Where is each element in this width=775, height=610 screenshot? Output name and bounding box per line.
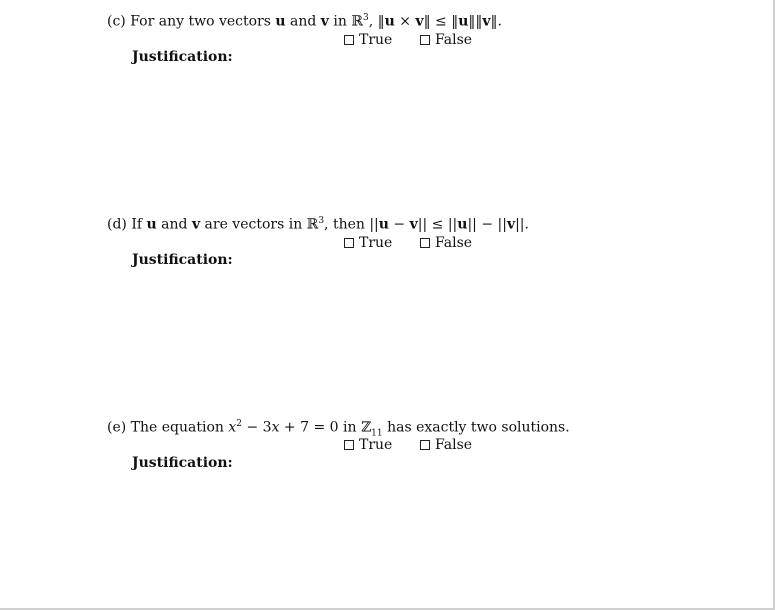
question-label: (c) bbox=[107, 13, 126, 30]
checkbox-icon[interactable] bbox=[344, 35, 354, 45]
option-true[interactable]: True bbox=[344, 235, 392, 251]
question-d: (d) If u and v are vectors in ℝ$^3$, then ||u − v|| ≤ ||u|| − ||v||. bbox=[107, 216, 529, 233]
option-false[interactable]: False bbox=[420, 437, 472, 453]
justification-label: Justification: bbox=[132, 252, 233, 268]
option-true[interactable]: True bbox=[344, 32, 392, 48]
checkbox-icon[interactable] bbox=[420, 35, 430, 45]
option-false[interactable]: False bbox=[420, 32, 472, 48]
justification-label: Justification: bbox=[132, 49, 233, 65]
option-true[interactable]: True bbox=[344, 437, 392, 453]
question-e: (e) The equation $x^2 - 3x + 7 = 0$ in ℤ$_{11}$ has exactly two solutions. bbox=[107, 419, 570, 439]
question-label: (e) bbox=[107, 419, 127, 436]
question-label: (d) bbox=[107, 216, 127, 233]
option-false[interactable]: False bbox=[420, 235, 472, 251]
question-c: (c) For any two vectors u and v in ℝ$^3$, ‖u × v‖ ≤ ‖u‖‖v‖. bbox=[107, 13, 502, 30]
checkbox-icon[interactable] bbox=[344, 238, 354, 248]
checkbox-icon[interactable] bbox=[420, 440, 430, 450]
justification-label: Justification: bbox=[132, 455, 233, 471]
checkbox-icon[interactable] bbox=[344, 440, 354, 450]
checkbox-icon[interactable] bbox=[420, 238, 430, 248]
